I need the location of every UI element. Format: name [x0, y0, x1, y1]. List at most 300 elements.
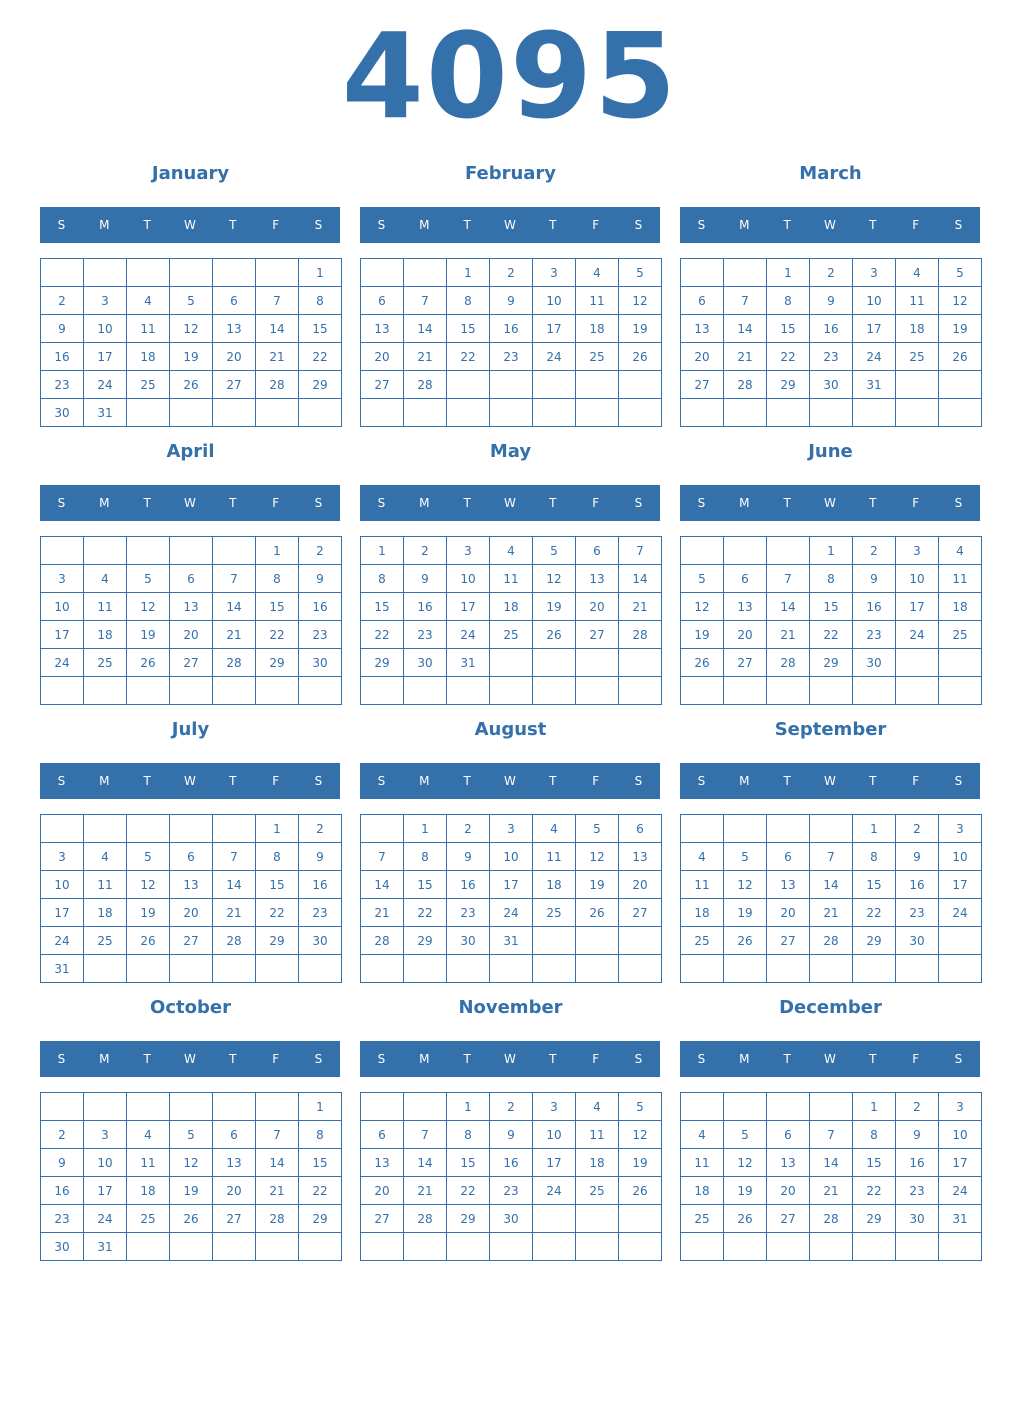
day-cell: 6: [576, 537, 619, 565]
empty-day-cell: [256, 399, 299, 427]
empty-day-cell: [404, 1233, 447, 1261]
empty-day-cell: [533, 399, 576, 427]
weekday-label: T: [549, 496, 557, 510]
day-cell: 23: [810, 343, 853, 371]
weekday-label: S: [634, 1052, 643, 1066]
day-cell: 27: [767, 1205, 810, 1233]
weekday-label: S: [697, 218, 706, 232]
week-row: [681, 343, 982, 371]
day-cell: 6: [170, 565, 213, 593]
day-cell: 9: [490, 1121, 533, 1149]
day-cell: 18: [533, 871, 576, 899]
day-cell: 30: [41, 399, 84, 427]
day-cell: 19: [619, 1149, 662, 1177]
day-cell: 11: [576, 1121, 619, 1149]
weekday-label: F: [592, 774, 600, 788]
empty-day-cell: [533, 955, 576, 983]
day-cell: 3: [41, 565, 84, 593]
day-cell: 15: [256, 593, 299, 621]
week-row: [361, 1233, 662, 1261]
month-november: [360, 996, 661, 1266]
week-row: [361, 371, 662, 399]
day-cell: 17: [447, 593, 490, 621]
day-cell: 19: [724, 1177, 767, 1205]
day-cell: 16: [299, 593, 342, 621]
empty-day-cell: [939, 927, 982, 955]
day-cell: 1: [853, 815, 896, 843]
day-cell: 14: [256, 1149, 299, 1177]
empty-day-cell: [256, 259, 299, 287]
empty-day-cell: [170, 1233, 213, 1261]
day-cell: 20: [170, 621, 213, 649]
day-cell: 2: [896, 1093, 939, 1121]
day-cell: 15: [853, 871, 896, 899]
week-row: [41, 287, 342, 315]
day-cell: 31: [853, 371, 896, 399]
day-cell: 14: [361, 871, 404, 899]
weekday-label: M: [739, 1052, 750, 1066]
day-cell: 10: [84, 1149, 127, 1177]
day-cell: 14: [810, 871, 853, 899]
weekday-label: T: [143, 1052, 151, 1066]
day-cell: 25: [896, 343, 939, 371]
empty-day-cell: [213, 955, 256, 983]
empty-day-cell: [447, 371, 490, 399]
weekday-label: S: [377, 1052, 386, 1066]
day-cell: 1: [447, 259, 490, 287]
week-row: [361, 621, 662, 649]
day-cell: 30: [299, 927, 342, 955]
day-cell: 22: [404, 899, 447, 927]
empty-day-cell: [84, 537, 127, 565]
day-cell: 22: [299, 343, 342, 371]
empty-day-cell: [41, 259, 84, 287]
day-cell: 7: [404, 1121, 447, 1149]
day-cell: 25: [84, 649, 127, 677]
empty-day-cell: [256, 955, 299, 983]
day-cell: 20: [681, 343, 724, 371]
day-cell: 18: [127, 343, 170, 371]
empty-day-cell: [170, 955, 213, 983]
day-cell: 5: [170, 1121, 213, 1149]
day-cell: 8: [853, 843, 896, 871]
empty-day-cell: [619, 1205, 662, 1233]
empty-day-cell: [127, 259, 170, 287]
week-row: [361, 815, 662, 843]
empty-day-cell: [939, 399, 982, 427]
day-cell: 10: [490, 843, 533, 871]
weekday-label: F: [912, 1052, 920, 1066]
week-row: [361, 927, 662, 955]
week-row: [41, 899, 342, 927]
weekday-label: S: [634, 496, 643, 510]
empty-day-cell: [576, 649, 619, 677]
month-december: [680, 996, 981, 1266]
empty-day-cell: [84, 955, 127, 983]
empty-day-cell: [576, 927, 619, 955]
day-cell: 9: [810, 287, 853, 315]
weekday-label: T: [463, 1052, 471, 1066]
month-july: [40, 718, 341, 988]
empty-day-cell: [810, 815, 853, 843]
weekday-label: T: [463, 218, 471, 232]
empty-day-cell: [681, 815, 724, 843]
empty-day-cell: [170, 259, 213, 287]
weekday-label: F: [912, 496, 920, 510]
weekday-label: S: [954, 774, 963, 788]
day-cell: 7: [724, 287, 767, 315]
empty-day-cell: [213, 1233, 256, 1261]
day-grid: [40, 814, 342, 983]
empty-day-cell: [299, 677, 342, 705]
day-cell: 7: [256, 287, 299, 315]
weekday-label: F: [912, 774, 920, 788]
day-cell: 10: [939, 1121, 982, 1149]
empty-day-cell: [619, 649, 662, 677]
day-cell: 14: [404, 315, 447, 343]
empty-day-cell: [853, 1233, 896, 1261]
empty-day-cell: [127, 677, 170, 705]
month-name: July: [171, 719, 210, 740]
day-cell: 28: [404, 371, 447, 399]
weekday-label: F: [912, 218, 920, 232]
day-cell: 27: [213, 1205, 256, 1233]
empty-day-cell: [127, 537, 170, 565]
day-cell: 16: [490, 315, 533, 343]
day-cell: 4: [84, 843, 127, 871]
day-cell: 26: [619, 343, 662, 371]
day-cell: 20: [170, 899, 213, 927]
day-cell: 13: [576, 565, 619, 593]
day-cell: 19: [619, 315, 662, 343]
week-row: [41, 1093, 342, 1121]
day-cell: 1: [447, 1093, 490, 1121]
day-cell: 11: [127, 1149, 170, 1177]
empty-day-cell: [619, 1233, 662, 1261]
day-cell: 26: [170, 371, 213, 399]
day-cell: 6: [724, 565, 767, 593]
day-cell: 10: [41, 871, 84, 899]
day-cell: 12: [681, 593, 724, 621]
day-cell: 26: [939, 343, 982, 371]
day-cell: 16: [41, 343, 84, 371]
day-cell: 17: [853, 315, 896, 343]
day-cell: 11: [127, 315, 170, 343]
day-cell: 8: [767, 287, 810, 315]
week-row: [681, 1233, 982, 1261]
weekday-label: T: [549, 1052, 557, 1066]
empty-day-cell: [533, 1205, 576, 1233]
day-cell: 29: [447, 1205, 490, 1233]
day-cell: 12: [619, 1121, 662, 1149]
day-cell: 4: [681, 1121, 724, 1149]
day-cell: 16: [490, 1149, 533, 1177]
weekday-label: W: [184, 1052, 196, 1066]
day-cell: 6: [619, 815, 662, 843]
day-cell: 20: [767, 899, 810, 927]
weekday-header: [360, 763, 660, 799]
day-cell: 24: [447, 621, 490, 649]
empty-day-cell: [404, 1093, 447, 1121]
empty-day-cell: [213, 815, 256, 843]
empty-day-cell: [84, 815, 127, 843]
day-cell: 19: [681, 621, 724, 649]
day-cell: 25: [490, 621, 533, 649]
day-cell: 26: [170, 1205, 213, 1233]
day-cell: 24: [84, 371, 127, 399]
empty-day-cell: [681, 537, 724, 565]
week-row: [41, 259, 342, 287]
empty-day-cell: [767, 1093, 810, 1121]
day-cell: 12: [619, 287, 662, 315]
day-cell: 28: [767, 649, 810, 677]
weekday-label: M: [99, 774, 110, 788]
day-cell: 13: [213, 1149, 256, 1177]
day-cell: 7: [361, 843, 404, 871]
empty-day-cell: [127, 399, 170, 427]
day-cell: 13: [767, 871, 810, 899]
day-cell: 23: [404, 621, 447, 649]
day-cell: 23: [490, 343, 533, 371]
week-row: [681, 899, 982, 927]
day-cell: 9: [853, 565, 896, 593]
day-grid: [680, 814, 982, 983]
day-cell: 11: [84, 871, 127, 899]
empty-day-cell: [767, 955, 810, 983]
day-cell: 28: [256, 371, 299, 399]
empty-day-cell: [533, 1233, 576, 1261]
day-cell: 5: [170, 287, 213, 315]
weekday-label: S: [697, 496, 706, 510]
week-row: [41, 621, 342, 649]
day-grid: [680, 258, 982, 427]
day-cell: 1: [256, 537, 299, 565]
day-cell: 24: [533, 343, 576, 371]
day-cell: 9: [896, 1121, 939, 1149]
day-cell: 5: [127, 565, 170, 593]
empty-day-cell: [619, 955, 662, 983]
empty-day-cell: [853, 955, 896, 983]
day-cell: 6: [767, 1121, 810, 1149]
empty-day-cell: [810, 1233, 853, 1261]
day-cell: 12: [724, 871, 767, 899]
empty-day-cell: [939, 371, 982, 399]
weekday-label: T: [143, 496, 151, 510]
day-cell: 5: [724, 1121, 767, 1149]
day-cell: 24: [939, 1177, 982, 1205]
day-cell: 4: [896, 259, 939, 287]
day-cell: 7: [213, 565, 256, 593]
empty-day-cell: [576, 371, 619, 399]
day-cell: 25: [127, 371, 170, 399]
day-cell: 22: [299, 1177, 342, 1205]
weekday-label: W: [824, 496, 836, 510]
weekday-label: W: [504, 496, 516, 510]
month-name: May: [489, 441, 532, 462]
week-row: [681, 287, 982, 315]
day-cell: 30: [853, 649, 896, 677]
day-cell: 30: [490, 1205, 533, 1233]
weekday-label: M: [739, 218, 750, 232]
day-cell: 25: [681, 927, 724, 955]
empty-day-cell: [896, 399, 939, 427]
empty-day-cell: [681, 677, 724, 705]
day-cell: 23: [490, 1177, 533, 1205]
day-cell: 7: [404, 287, 447, 315]
day-cell: 28: [213, 649, 256, 677]
empty-day-cell: [490, 677, 533, 705]
empty-day-cell: [256, 1233, 299, 1261]
day-cell: 24: [41, 649, 84, 677]
day-cell: 13: [170, 871, 213, 899]
month-september: [680, 718, 981, 988]
empty-day-cell: [576, 677, 619, 705]
day-cell: 3: [84, 287, 127, 315]
day-cell: 30: [41, 1233, 84, 1261]
day-cell: 13: [361, 315, 404, 343]
day-cell: 23: [896, 1177, 939, 1205]
day-cell: 12: [576, 843, 619, 871]
day-cell: 2: [41, 287, 84, 315]
weekday-header: [40, 207, 340, 243]
day-cell: 8: [447, 287, 490, 315]
day-cell: 20: [213, 1177, 256, 1205]
day-cell: 21: [404, 343, 447, 371]
day-cell: 27: [619, 899, 662, 927]
weekday-label: T: [869, 774, 877, 788]
weekday-label: T: [869, 1052, 877, 1066]
day-cell: 17: [41, 899, 84, 927]
day-cell: 31: [447, 649, 490, 677]
day-cell: 2: [299, 537, 342, 565]
day-cell: 23: [41, 1205, 84, 1233]
week-row: [41, 927, 342, 955]
weekday-label: F: [272, 774, 280, 788]
day-cell: 9: [404, 565, 447, 593]
week-row: [41, 565, 342, 593]
day-cell: 3: [939, 1093, 982, 1121]
empty-day-cell: [896, 1233, 939, 1261]
day-cell: 6: [361, 1121, 404, 1149]
day-cell: 8: [810, 565, 853, 593]
day-cell: 11: [84, 593, 127, 621]
weekday-label: T: [869, 496, 877, 510]
day-cell: 24: [896, 621, 939, 649]
day-cell: 28: [724, 371, 767, 399]
empty-day-cell: [619, 927, 662, 955]
day-cell: 2: [853, 537, 896, 565]
week-row: [361, 843, 662, 871]
day-cell: 15: [853, 1149, 896, 1177]
week-row: [681, 815, 982, 843]
weekday-label: S: [314, 218, 323, 232]
day-cell: 15: [361, 593, 404, 621]
day-cell: 31: [490, 927, 533, 955]
day-cell: 2: [404, 537, 447, 565]
day-cell: 14: [810, 1149, 853, 1177]
empty-day-cell: [299, 955, 342, 983]
day-grid: [40, 1092, 342, 1261]
day-cell: 7: [213, 843, 256, 871]
day-cell: 29: [299, 371, 342, 399]
day-cell: 5: [533, 537, 576, 565]
day-cell: 29: [256, 649, 299, 677]
empty-day-cell: [724, 1233, 767, 1261]
day-cell: 15: [447, 1149, 490, 1177]
empty-day-cell: [681, 259, 724, 287]
day-cell: 12: [170, 1149, 213, 1177]
empty-day-cell: [533, 371, 576, 399]
empty-day-cell: [447, 955, 490, 983]
day-cell: 12: [939, 287, 982, 315]
month-name: December: [779, 997, 882, 1018]
day-cell: 6: [681, 287, 724, 315]
empty-day-cell: [404, 955, 447, 983]
weekday-header: [680, 207, 980, 243]
empty-day-cell: [361, 677, 404, 705]
empty-day-cell: [170, 677, 213, 705]
empty-day-cell: [576, 1233, 619, 1261]
day-cell: 5: [576, 815, 619, 843]
week-row: [681, 927, 982, 955]
empty-day-cell: [853, 399, 896, 427]
day-cell: 16: [447, 871, 490, 899]
day-cell: 27: [213, 371, 256, 399]
day-cell: 10: [853, 287, 896, 315]
weekday-label: S: [314, 774, 323, 788]
weekday-label: T: [869, 218, 877, 232]
day-cell: 4: [681, 843, 724, 871]
week-row: [681, 843, 982, 871]
empty-day-cell: [447, 677, 490, 705]
day-cell: 12: [127, 593, 170, 621]
day-cell: 21: [619, 593, 662, 621]
week-row: [41, 593, 342, 621]
day-cell: 24: [84, 1205, 127, 1233]
weekday-header: [40, 1041, 340, 1077]
day-cell: 8: [299, 287, 342, 315]
week-row: [681, 677, 982, 705]
day-cell: 14: [724, 315, 767, 343]
empty-day-cell: [724, 537, 767, 565]
day-cell: 1: [361, 537, 404, 565]
empty-day-cell: [619, 399, 662, 427]
month-may: [360, 440, 661, 710]
weekday-label: W: [504, 774, 516, 788]
weekday-label: S: [377, 218, 386, 232]
weekday-label: F: [592, 218, 600, 232]
week-row: [361, 399, 662, 427]
day-cell: 3: [84, 1121, 127, 1149]
month-name: September: [774, 719, 887, 740]
week-row: [681, 649, 982, 677]
day-cell: 21: [213, 899, 256, 927]
day-cell: 11: [533, 843, 576, 871]
day-cell: 29: [853, 927, 896, 955]
day-cell: 11: [576, 287, 619, 315]
weekday-label: T: [549, 774, 557, 788]
day-cell: 25: [576, 1177, 619, 1205]
day-grid: [360, 258, 662, 427]
day-cell: 18: [896, 315, 939, 343]
day-cell: 22: [256, 621, 299, 649]
week-row: [41, 677, 342, 705]
weekday-header: [360, 1041, 660, 1077]
weekday-label: M: [739, 774, 750, 788]
day-cell: 11: [681, 1149, 724, 1177]
empty-day-cell: [361, 399, 404, 427]
day-cell: 21: [767, 621, 810, 649]
